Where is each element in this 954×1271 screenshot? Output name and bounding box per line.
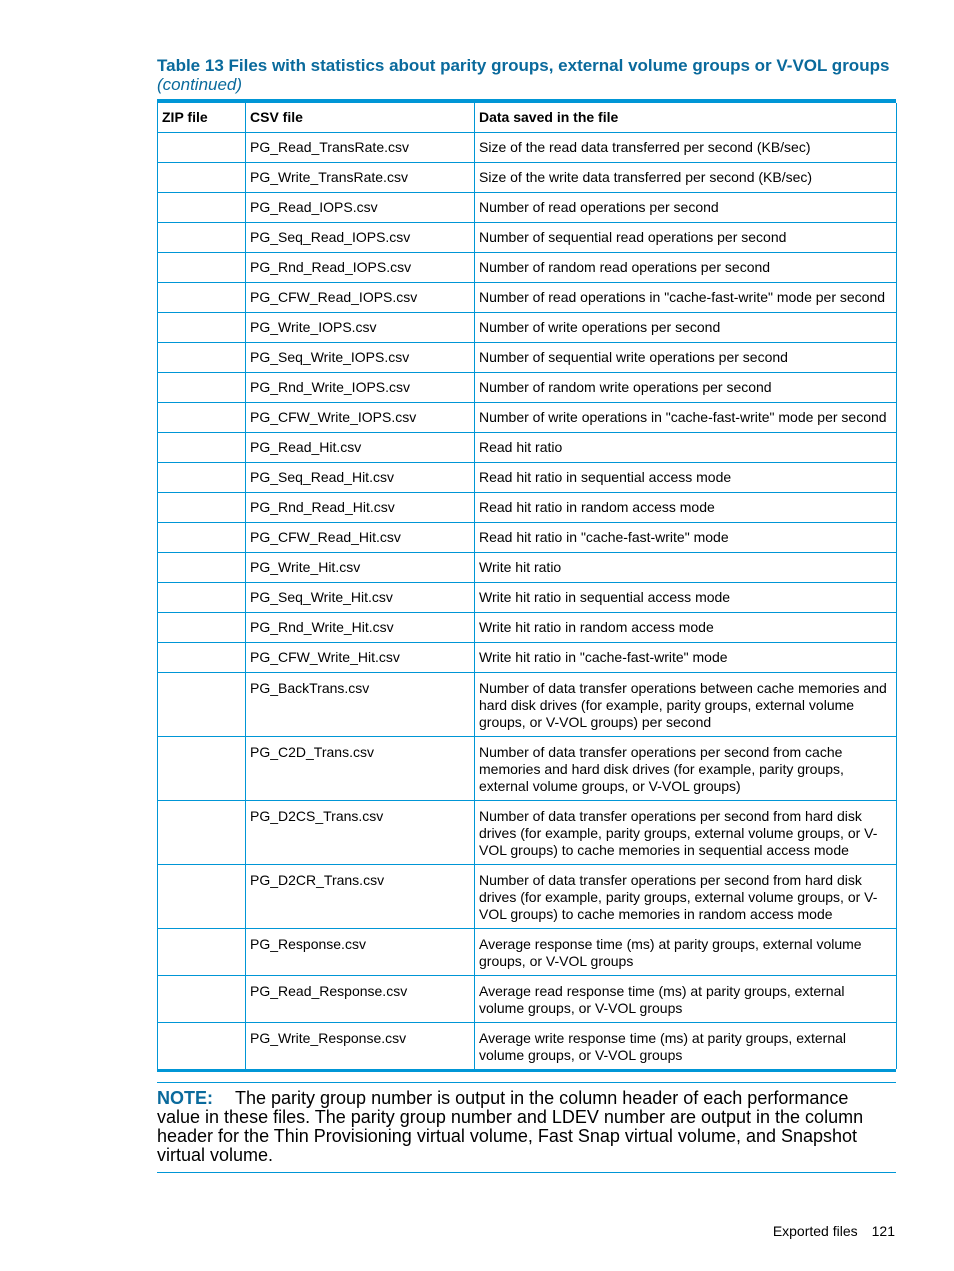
zip-file-cell: [158, 193, 246, 223]
csv-file-cell: PG_Seq_Read_Hit.csv: [246, 463, 475, 493]
data-description-cell: Size of the write data transferred per second (KB/sec): [475, 163, 897, 193]
data-description-cell: Average write response time (ms) at parity groups, external volume groups, or V-VOL groups: [475, 1023, 897, 1070]
zip-file-cell: [158, 976, 246, 1023]
csv-file-cell: PG_Read_Hit.csv: [246, 433, 475, 463]
zip-file-cell: [158, 343, 246, 373]
table-row: [158, 553, 897, 583]
data-description-cell: Number of sequential read operations per second: [475, 223, 897, 253]
csv-file-cell: PG_C2D_Trans.csv: [246, 737, 475, 801]
csv-file-cell: PG_D2CR_Trans.csv: [246, 865, 475, 929]
zip-file-cell: [158, 613, 246, 643]
data-description-cell: Number of sequential write operations per second: [475, 343, 897, 373]
table-title: Table 13 Files with statistics about parity groups, external volume groups or V-VOL groups: [157, 56, 890, 75]
table-row: [158, 373, 897, 403]
zip-file-cell: [158, 583, 246, 613]
table-row: [158, 1023, 897, 1070]
zip-file-cell: [158, 553, 246, 583]
table-row: [158, 133, 897, 163]
zip-file-cell: [158, 673, 246, 737]
table-header-row: [158, 103, 897, 133]
data-description-cell: Number of random write operations per second: [475, 373, 897, 403]
csv-file-cell: PG_Read_Response.csv: [246, 976, 475, 1023]
data-description-cell: Number of write operations in "cache-fast-write" mode per second: [475, 403, 897, 433]
note-box: [157, 1082, 896, 1173]
data-description-cell: Read hit ratio in random access mode: [475, 493, 897, 523]
csv-file-cell: PG_Write_Response.csv: [246, 1023, 475, 1070]
data-description-cell: Number of read operations per second: [475, 193, 897, 223]
zip-file-cell: [158, 313, 246, 343]
data-description-cell: Number of data transfer operations per second from cache memories and hard disk drives (for example, parity groups, external volume groups, or V-VOL groups): [475, 737, 897, 801]
table-body: [158, 133, 897, 1070]
csv-file-cell: PG_Response.csv: [246, 929, 475, 976]
zip-file-cell: [158, 493, 246, 523]
csv-file-cell: PG_Rnd_Write_Hit.csv: [246, 613, 475, 643]
table-row: [158, 343, 897, 373]
data-description-cell: Number of data transfer operations per second from hard disk drives (for example, parity groups, external volume groups, or V-VOL groups) to cache memories in sequential access mode: [475, 801, 897, 865]
csv-file-cell: PG_CFW_Read_IOPS.csv: [246, 283, 475, 313]
header-data-saved: Data saved in the file: [475, 103, 897, 133]
data-description-cell: Write hit ratio in sequential access mode: [475, 583, 897, 613]
table-continued-label: (continued): [157, 75, 243, 94]
statistics-table: [157, 99, 896, 1072]
csv-file-cell: PG_Seq_Read_IOPS.csv: [246, 223, 475, 253]
csv-file-cell: PG_CFW_Read_Hit.csv: [246, 523, 475, 553]
footer-section-name: Exported files: [772, 1223, 858, 1239]
zip-file-cell: [158, 737, 246, 801]
csv-file-cell: PG_Write_Hit.csv: [246, 553, 475, 583]
table-row: [158, 583, 897, 613]
note-label: NOTE:: [157, 1088, 213, 1108]
table-row: [158, 253, 897, 283]
data-description-cell: Write hit ratio in random access mode: [475, 613, 897, 643]
csv-file-cell: PG_D2CS_Trans.csv: [246, 801, 475, 865]
header-zip-file: ZIP file: [158, 103, 246, 133]
data-description-cell: Write hit ratio in "cache-fast-write" mode: [475, 643, 897, 673]
csv-file-cell: PG_Seq_Write_IOPS.csv: [246, 343, 475, 373]
data-description-cell: Read hit ratio in sequential access mode: [475, 463, 897, 493]
table-row: [158, 737, 897, 801]
table-row: [158, 493, 897, 523]
zip-file-cell: [158, 223, 246, 253]
csv-file-cell: PG_BackTrans.csv: [246, 673, 475, 737]
table-row: [158, 643, 897, 673]
csv-file-cell: PG_Rnd_Write_IOPS.csv: [246, 373, 475, 403]
zip-file-cell: [158, 133, 246, 163]
table-row: [158, 313, 897, 343]
data-description-cell: Average response time (ms) at parity groups, external volume groups, or V-VOL groups: [475, 929, 897, 976]
zip-file-cell: [158, 373, 246, 403]
data-description-cell: Number of data transfer operations between cache memories and hard disk drives (for example, parity groups, external volume groups, or V-VOL groups) per second: [475, 673, 897, 737]
table-row: [158, 283, 897, 313]
header-csv-file: CSV file: [246, 103, 475, 133]
table-row: [158, 613, 897, 643]
data-description-cell: Number of data transfer operations per second from hard disk drives (for example, parity groups, external volume groups, or V-VOL groups) to cache memories in random access mode: [475, 865, 897, 929]
table-row: [158, 193, 897, 223]
table-row: [158, 433, 897, 463]
zip-file-cell: [158, 433, 246, 463]
zip-file-cell: [158, 1023, 246, 1070]
data-description-cell: Number of read operations in "cache-fast-write" mode per second: [475, 283, 897, 313]
table-row: [158, 523, 897, 553]
table-row: [158, 865, 897, 929]
csv-file-cell: PG_Read_TransRate.csv: [246, 133, 475, 163]
table-row: [158, 976, 897, 1023]
table-row: [158, 801, 897, 865]
csv-file-cell: PG_Rnd_Read_IOPS.csv: [246, 253, 475, 283]
table-row: [158, 463, 897, 493]
zip-file-cell: [158, 253, 246, 283]
data-description-cell: Read hit ratio: [475, 433, 897, 463]
csv-file-cell: PG_CFW_Write_Hit.csv: [246, 643, 475, 673]
csv-file-cell: PG_Rnd_Read_Hit.csv: [246, 493, 475, 523]
csv-file-cell: PG_CFW_Write_IOPS.csv: [246, 403, 475, 433]
page-footer: [773, 1223, 895, 1239]
note-text: The parity group number is output in the column header of each performance value in these files. The parity group number and LDEV number are output in the column header for the Thin Provisioning virtual volume, Fast Snap virtual volume, and Snapshot virtual volume.: [157, 1088, 864, 1165]
zip-file-cell: [158, 523, 246, 553]
data-description-cell: Number of write operations per second: [475, 313, 897, 343]
zip-file-cell: [158, 283, 246, 313]
csv-file-cell: PG_Write_TransRate.csv: [246, 163, 475, 193]
data-description-cell: Average read response time (ms) at parity groups, external volume groups, or V-VOL groups: [475, 976, 897, 1023]
table-row: [158, 403, 897, 433]
data-description-cell: Number of random read operations per second: [475, 253, 897, 283]
zip-file-cell: [158, 163, 246, 193]
zip-file-cell: [158, 403, 246, 433]
data-description-cell: Size of the read data transferred per second (KB/sec): [475, 133, 897, 163]
zip-file-cell: [158, 463, 246, 493]
data-description-cell: Read hit ratio in "cache-fast-write" mode: [475, 523, 897, 553]
data-description-cell: Write hit ratio: [475, 553, 897, 583]
zip-file-cell: [158, 801, 246, 865]
csv-file-cell: PG_Write_IOPS.csv: [246, 313, 475, 343]
csv-file-cell: PG_Seq_Write_Hit.csv: [246, 583, 475, 613]
table-row: [158, 223, 897, 253]
table-row: [158, 673, 897, 737]
zip-file-cell: [158, 643, 246, 673]
csv-file-cell: PG_Read_IOPS.csv: [246, 193, 475, 223]
table-row: [158, 163, 897, 193]
page-number: 121: [871, 1223, 895, 1239]
zip-file-cell: [158, 865, 246, 929]
table-caption: [157, 56, 897, 94]
zip-file-cell: [158, 929, 246, 976]
table-row: [158, 929, 897, 976]
